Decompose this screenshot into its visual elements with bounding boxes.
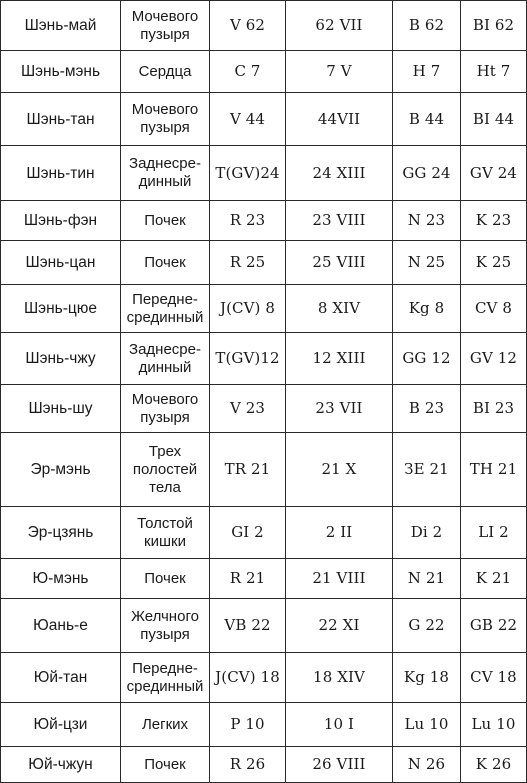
meridian-name: Почек <box>121 747 210 783</box>
code-c4: CV 8 <box>461 285 527 333</box>
point-name: Шэнь-май <box>1 1 121 51</box>
code-c3: Kg 18 <box>393 653 461 703</box>
table-row <box>1 433 527 507</box>
code-c3: N 25 <box>393 241 461 285</box>
code-c3: Di 2 <box>393 507 461 559</box>
point-name: Юй-тан <box>1 653 121 703</box>
code-c3: N 26 <box>393 747 461 783</box>
table-row <box>1 1 527 51</box>
code-c2: 21 VIII <box>286 559 393 599</box>
meridian-name: Передне- срединный <box>121 285 210 333</box>
code-c2: 23 VIII <box>286 201 393 241</box>
code-c3: GG 12 <box>393 333 461 385</box>
meridian-name: Почек <box>121 201 210 241</box>
code-c1: J(CV) 18 <box>210 653 286 703</box>
meridian-name: Почек <box>121 241 210 285</box>
code-c3: Lu 10 <box>393 703 461 747</box>
table-row <box>1 146 527 201</box>
code-c1: R 25 <box>210 241 286 285</box>
point-name: Юань-е <box>1 599 121 653</box>
table-row <box>1 599 527 653</box>
point-name: Шэнь-цан <box>1 241 121 285</box>
code-c1: Р 10 <box>210 703 286 747</box>
code-c2: 7 V <box>286 51 393 93</box>
table-row <box>1 507 527 559</box>
code-c4: K 21 <box>461 559 527 599</box>
code-c1: R 21 <box>210 559 286 599</box>
code-c3: В 62 <box>393 1 461 51</box>
code-c2: 62 VII <box>286 1 393 51</box>
code-c4: Lu 10 <box>461 703 527 747</box>
point-name: Ю-мэнь <box>1 559 121 599</box>
point-name: Юй-цзи <box>1 703 121 747</box>
code-c3: GG 24 <box>393 146 461 201</box>
code-c2: 21 X <box>286 433 393 507</box>
code-c4: TH 21 <box>461 433 527 507</box>
code-c2: 8 XIV <box>286 285 393 333</box>
code-c2: 2 II <box>286 507 393 559</box>
code-c1: TR 21 <box>210 433 286 507</box>
code-c2: 12 XIII <box>286 333 393 385</box>
code-c2: 10 I <box>286 703 393 747</box>
code-c4: BI 44 <box>461 93 527 146</box>
table-row <box>1 653 527 703</box>
code-c2: 23 VII <box>286 385 393 433</box>
point-name: Шэнь-тан <box>1 93 121 146</box>
code-c3: Kg 8 <box>393 285 461 333</box>
code-c1: R 26 <box>210 747 286 783</box>
code-c2: 26 VIII <box>286 747 393 783</box>
point-name: Шэнь-шу <box>1 385 121 433</box>
code-c2: 18 XIV <box>286 653 393 703</box>
code-c1: T(GV)24 <box>210 146 286 201</box>
code-c3: Н 7 <box>393 51 461 93</box>
code-c3: N 21 <box>393 559 461 599</box>
point-name: Шэнь-тин <box>1 146 121 201</box>
meridian-name: Передне- срединный <box>121 653 210 703</box>
table-row <box>1 385 527 433</box>
code-c3: ЗЕ 21 <box>393 433 461 507</box>
code-c3: N 23 <box>393 201 461 241</box>
code-c4: GB 22 <box>461 599 527 653</box>
point-name: Шэнь-мэнь <box>1 51 121 93</box>
code-c4: BI 23 <box>461 385 527 433</box>
code-c1: V 62 <box>210 1 286 51</box>
meridian-name: Трех полостей тела <box>121 433 210 507</box>
code-c1: С 7 <box>210 51 286 93</box>
table-row <box>1 241 527 285</box>
point-name: Эр-цзянь <box>1 507 121 559</box>
point-name: Шэнь-чжу <box>1 333 121 385</box>
meridian-name: Легких <box>121 703 210 747</box>
code-c4: GV 24 <box>461 146 527 201</box>
meridian-name: Желчного пузыря <box>121 599 210 653</box>
point-name: Шэнь-фэн <box>1 201 121 241</box>
table-row <box>1 93 527 146</box>
code-c1: T(GV)12 <box>210 333 286 385</box>
code-c2: 24 XIII <box>286 146 393 201</box>
meridian-name: Заднесре- динный <box>121 146 210 201</box>
code-c2: 25 VIII <box>286 241 393 285</box>
code-c1: J(CV) 8 <box>210 285 286 333</box>
meridian-name: Мочевого пузыря <box>121 385 210 433</box>
code-c2: 22 XI <box>286 599 393 653</box>
meridian-name: Толстой кишки <box>121 507 210 559</box>
code-c2: 44VII <box>286 93 393 146</box>
code-c1: GI 2 <box>210 507 286 559</box>
code-c4: GV 12 <box>461 333 527 385</box>
code-c1: R 23 <box>210 201 286 241</box>
code-c4: CV 18 <box>461 653 527 703</box>
meridian-name: Мочевого пузыря <box>121 1 210 51</box>
point-name: Юй-чжун <box>1 747 121 783</box>
meridian-name: Заднесре- динный <box>121 333 210 385</box>
code-c1: VB 22 <box>210 599 286 653</box>
code-c4: K 26 <box>461 747 527 783</box>
code-c1: V 23 <box>210 385 286 433</box>
table-row <box>1 51 527 93</box>
point-name: Эр-мэнь <box>1 433 121 507</box>
table-row <box>1 747 527 783</box>
code-c4: Ht 7 <box>461 51 527 93</box>
code-c4: BI 62 <box>461 1 527 51</box>
table-row <box>1 703 527 747</box>
code-c3: В 23 <box>393 385 461 433</box>
code-c3: В 44 <box>393 93 461 146</box>
code-c4: LI 2 <box>461 507 527 559</box>
code-c3: G 22 <box>393 599 461 653</box>
code-c4: K 23 <box>461 201 527 241</box>
meridian-name: Сердца <box>121 51 210 93</box>
code-c1: V 44 <box>210 93 286 146</box>
code-c4: K 25 <box>461 241 527 285</box>
table-row <box>1 333 527 385</box>
meridian-name: Почек <box>121 559 210 599</box>
point-name: Шэнь-цюе <box>1 285 121 333</box>
table-row <box>1 285 527 333</box>
meridian-name: Мочевого пузыря <box>121 93 210 146</box>
table-row <box>1 201 527 241</box>
table-row <box>1 559 527 599</box>
